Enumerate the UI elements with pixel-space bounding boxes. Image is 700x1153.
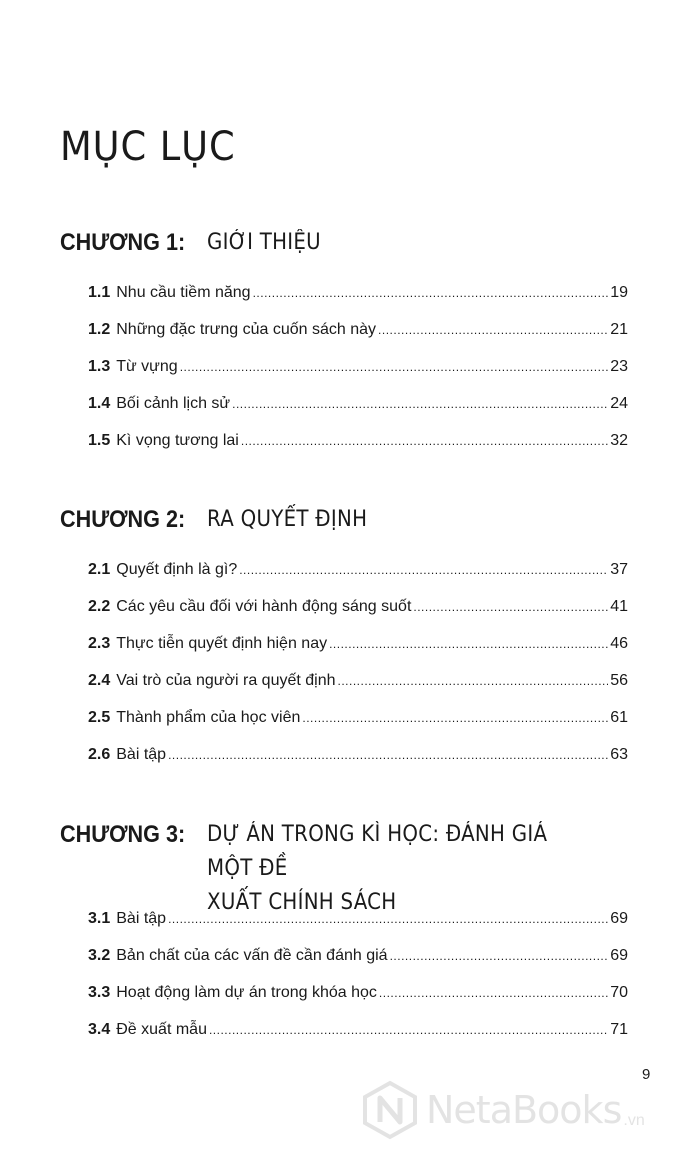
toc-entry[interactable]	[88, 900, 628, 937]
dot-leader	[253, 275, 609, 312]
dot-leader	[241, 423, 608, 460]
entry-page: 61	[610, 709, 628, 726]
entry-page: 70	[610, 984, 628, 1001]
entry-title: Kì vọng tương lai	[116, 432, 239, 449]
entry-number: 1.4	[88, 395, 111, 412]
toc-entries	[88, 900, 628, 1048]
entry-page: 19	[610, 284, 628, 301]
entry-title: Thành phẩm của học viên	[116, 709, 301, 726]
dot-leader	[329, 626, 608, 663]
watermark-brand: NetaBooks	[426, 1088, 622, 1132]
toc-entry[interactable]	[88, 274, 628, 311]
chapter-3	[60, 818, 640, 1038]
entry-number: 2.1	[88, 561, 111, 578]
entry-number: 3.4	[88, 1021, 111, 1038]
dot-leader	[390, 938, 609, 975]
dot-leader	[168, 737, 608, 774]
chapter-prefix: CHƯƠNG 1:	[60, 229, 186, 256]
entry-page: 23	[610, 358, 628, 375]
netabooks-logo-icon	[360, 1080, 420, 1140]
entry-title: Những đặc trưng của cuốn sách này	[116, 321, 377, 338]
entry-number: 1.2	[88, 321, 111, 338]
toc-entry[interactable]	[88, 974, 628, 1011]
entry-title: Hoạt động làm dự án trong khóa học	[116, 984, 377, 1001]
entry-number: 1.3	[88, 358, 111, 375]
dot-leader	[239, 552, 608, 589]
chapter-title: RA QUYẾT ĐỊNH	[207, 507, 368, 532]
chapter-heading	[60, 226, 640, 260]
entry-number: 2.5	[88, 709, 111, 726]
chapter-title: DỰ ÁN TRONG KÌ HỌC: ĐÁNH GIÁ MỘT ĐỀ XUẤT CHÍNH SÁCH	[207, 822, 548, 915]
entry-title: Các yêu cầu đối với hành động sáng suốt	[116, 598, 412, 615]
chapter-prefix: CHƯƠNG 3:	[60, 821, 186, 848]
dot-leader	[180, 349, 609, 386]
toc-entry[interactable]	[88, 937, 628, 974]
chapter-title: GIỚI THIỆU	[207, 230, 321, 255]
dot-leader	[168, 901, 608, 938]
entry-page: 69	[610, 947, 628, 964]
toc-entry[interactable]	[88, 588, 628, 625]
entry-page: 63	[610, 746, 628, 763]
entry-page: 46	[610, 635, 628, 652]
entry-title: Thực tiễn quyết định hiện nay	[116, 635, 328, 652]
toc-entry[interactable]	[88, 699, 628, 736]
toc-entry[interactable]	[88, 736, 628, 773]
entry-number: 2.6	[88, 746, 111, 763]
toc-entry[interactable]	[88, 551, 628, 588]
dot-leader	[209, 1012, 608, 1049]
entry-number: 2.2	[88, 598, 111, 615]
entry-number: 2.4	[88, 672, 111, 689]
dot-leader	[379, 975, 608, 1012]
page-number: 9	[642, 1066, 651, 1083]
entry-title: Nhu cầu tiềm năng	[116, 284, 251, 301]
toc-entry[interactable]	[88, 422, 628, 459]
toc-entries	[88, 274, 628, 459]
entry-title: Bài tập	[116, 910, 167, 927]
chapter-prefix: CHƯƠNG 2:	[60, 506, 186, 533]
toc-entry[interactable]	[88, 662, 628, 699]
dot-leader	[338, 663, 609, 700]
entry-title: Bối cảnh lịch sử	[116, 395, 231, 412]
chapter-heading	[60, 503, 640, 537]
entry-title: Đề xuất mẫu	[116, 1021, 207, 1038]
entry-page: 41	[610, 598, 628, 615]
entry-title: Từ vựng	[116, 358, 178, 375]
entry-page: 71	[610, 1021, 628, 1038]
entry-page: 21	[610, 321, 628, 338]
entry-page: 56	[610, 672, 628, 689]
toc-entry[interactable]	[88, 348, 628, 385]
entry-number: 3.1	[88, 910, 111, 927]
entry-page: 32	[610, 432, 628, 449]
chapter-1	[60, 226, 640, 449]
entry-title: Bài tập	[116, 746, 167, 763]
entry-page: 37	[610, 561, 628, 578]
toc-entry[interactable]	[88, 311, 628, 348]
toc-entry[interactable]	[88, 1011, 628, 1048]
dot-leader	[413, 589, 608, 626]
entry-title: Bản chất của các vấn đề cần đánh giá	[116, 947, 388, 964]
entry-number: 2.3	[88, 635, 111, 652]
page-title: MỤC LỤC	[60, 124, 236, 170]
toc-entry[interactable]	[88, 385, 628, 422]
watermark	[360, 1080, 645, 1140]
entry-page: 69	[610, 910, 628, 927]
entry-page: 24	[610, 395, 628, 412]
dot-leader	[302, 700, 608, 737]
entry-number: 3.3	[88, 984, 111, 1001]
entry-number: 1.5	[88, 432, 111, 449]
entry-number: 3.2	[88, 947, 111, 964]
chapter-2	[60, 503, 640, 763]
toc-entries	[88, 551, 628, 773]
entry-number: 1.1	[88, 284, 111, 301]
dot-leader	[378, 312, 608, 349]
dot-leader	[232, 386, 608, 423]
entry-title: Quyết định là gì?	[116, 561, 238, 578]
entry-title: Vai trò của người ra quyết định	[116, 672, 336, 689]
toc-entry[interactable]	[88, 625, 628, 662]
watermark-suffix: .vn	[623, 1112, 645, 1129]
